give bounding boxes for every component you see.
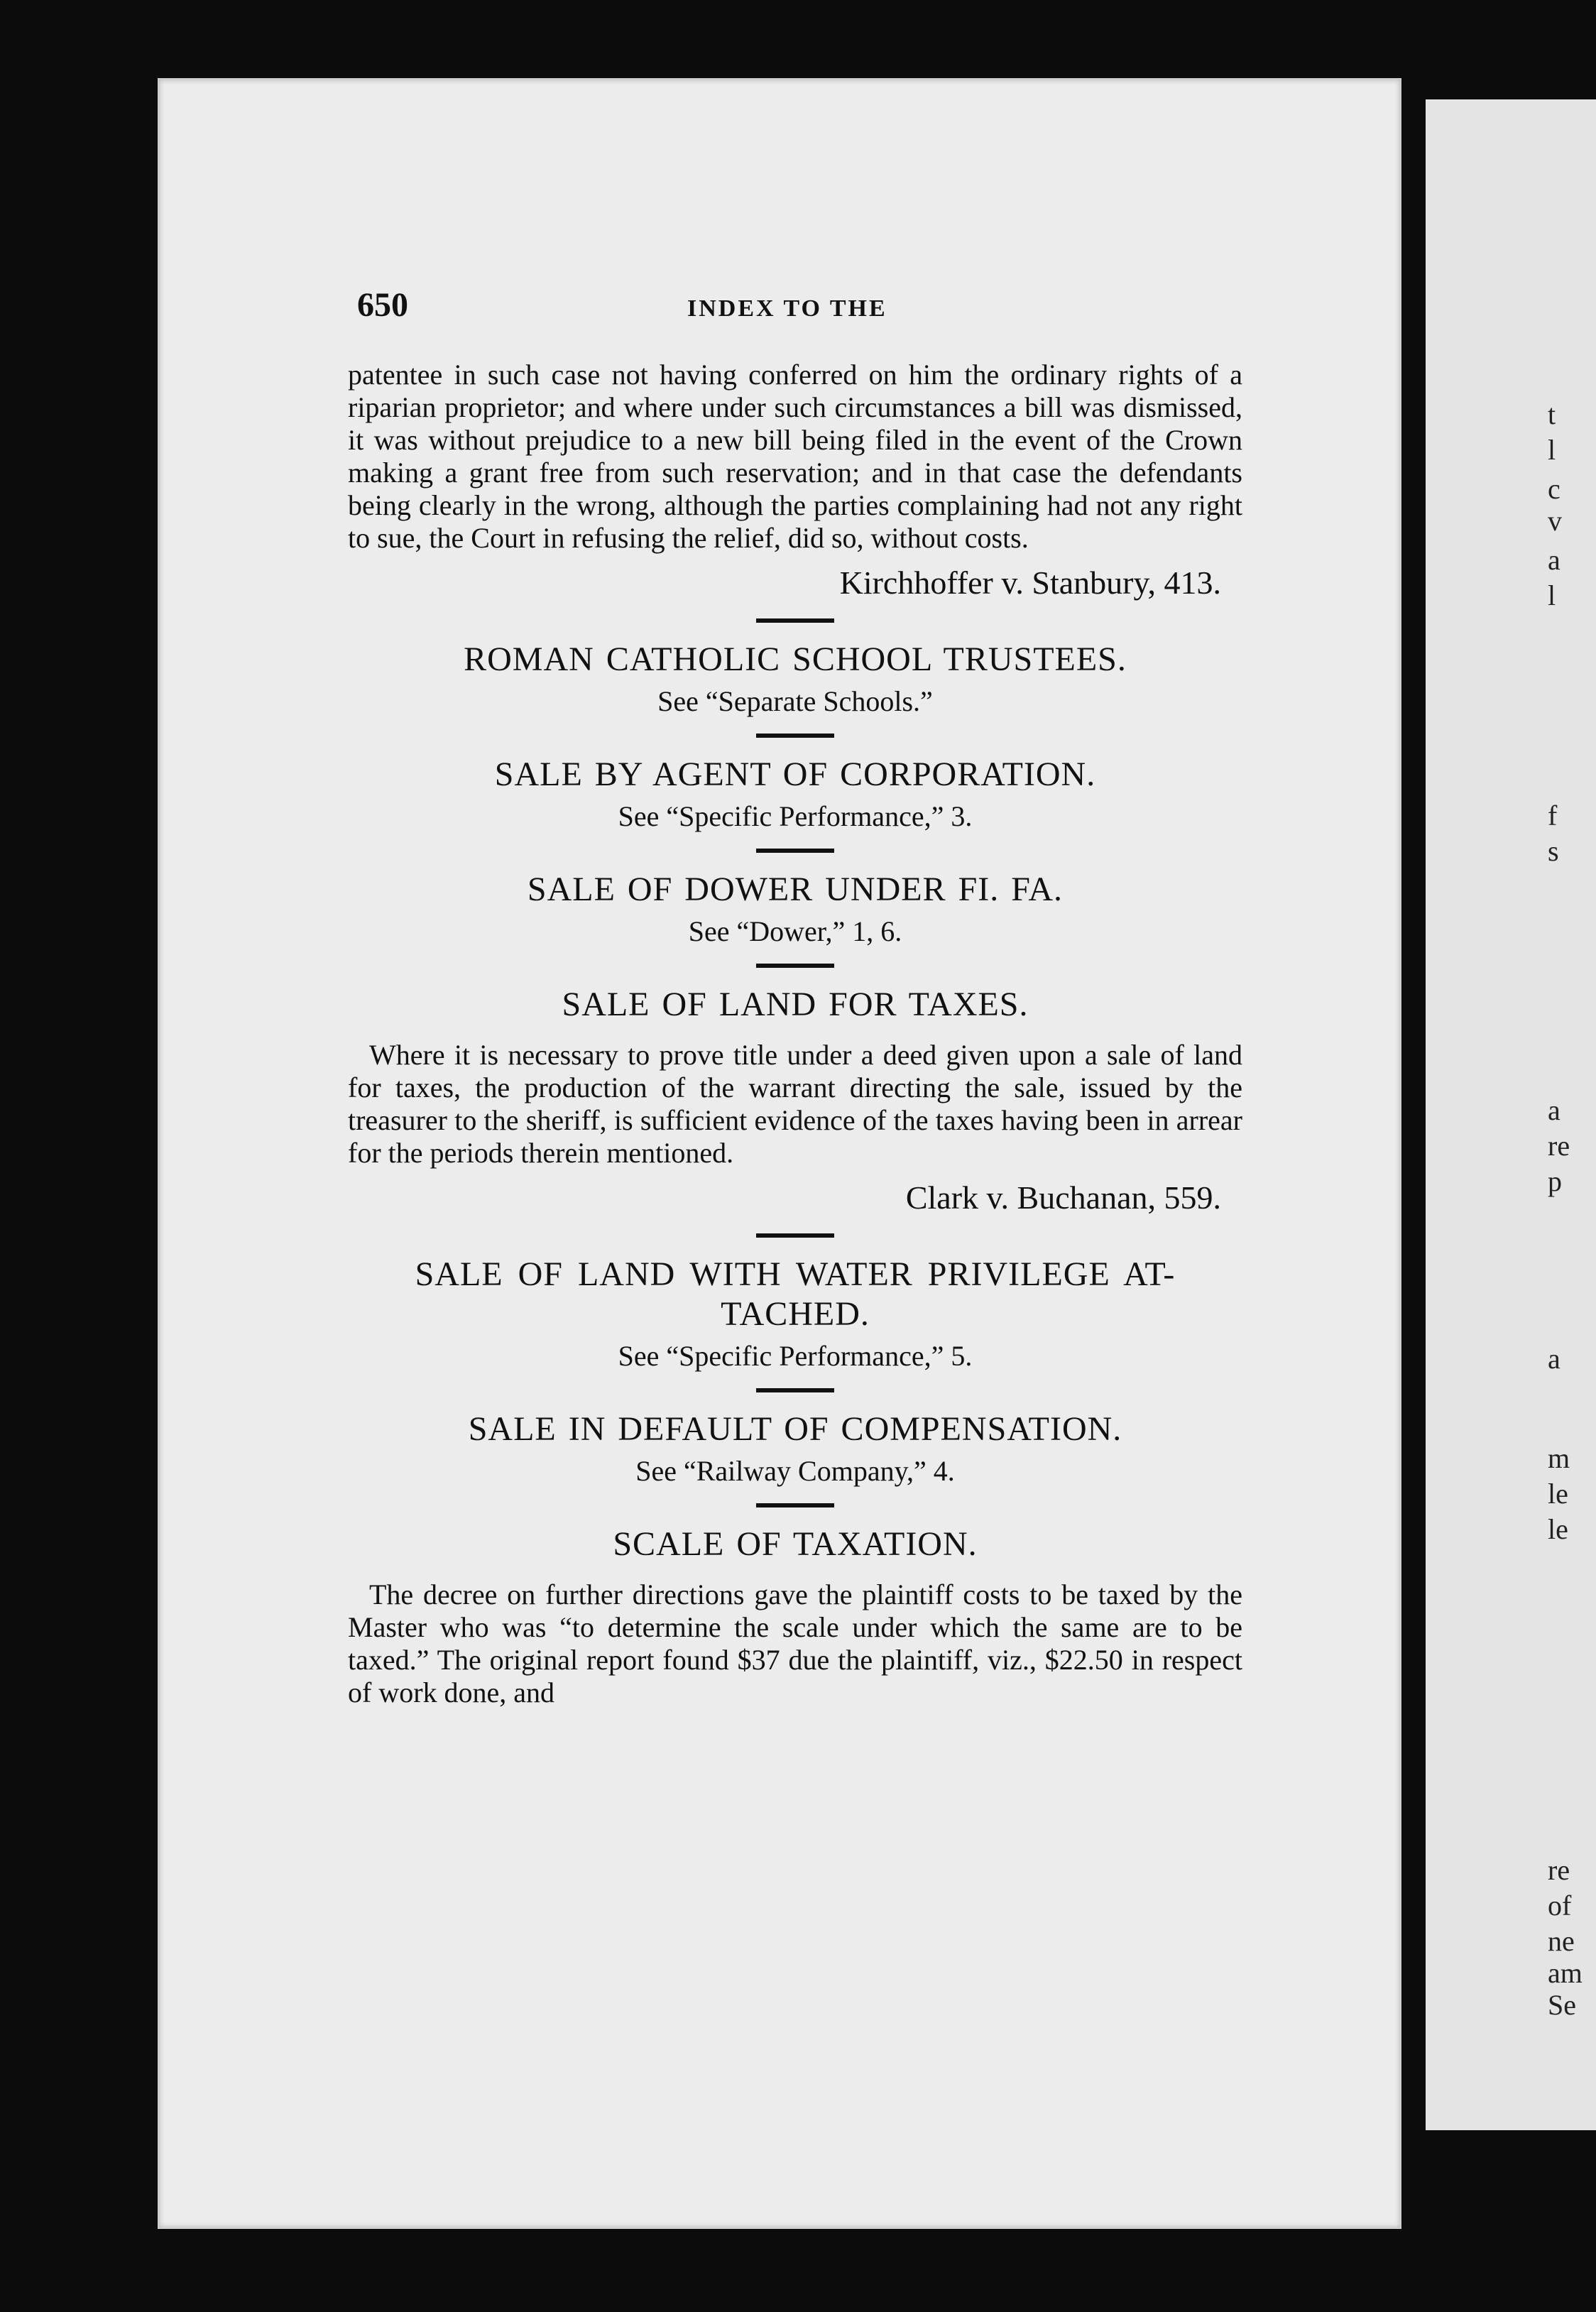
entry-heading: SALE BY AGENT OF CORPORATION. <box>494 756 1096 793</box>
facing-text-fragment: le <box>1548 1478 1568 1510</box>
case-citation: Kirchhoffer v. Stanbury, 413. <box>839 565 1221 601</box>
facing-text-fragment: f <box>1548 800 1558 831</box>
facing-page <box>1426 99 1596 2130</box>
facing-text-fragment: a <box>1548 544 1561 576</box>
facing-text-fragment: Se <box>1548 1989 1576 2021</box>
section-divider <box>756 734 834 738</box>
facing-text-fragment: of <box>1548 1890 1572 1921</box>
facing-text-fragment: a <box>1548 1343 1561 1375</box>
section-divider <box>756 1503 834 1507</box>
facing-text-fragment: p <box>1548 1165 1562 1197</box>
facing-text-fragment: s <box>1548 835 1559 867</box>
running-title: INDEX TO THE <box>687 295 887 322</box>
facing-text-fragment: am <box>1548 1957 1583 1989</box>
continued-entry-text: patentee in such case not having conferred on him the ordinary rights of a riparian proprietor; and where under such circumstances a bill was dismissed, it was without prejudice to a new bill being filed in the event of the Crown making a grant free from such reservation; and in that case the defendants being clearly in the wrong, although the parties complaining had not any right to sue, the Court in refusing the relief, did so, without costs. <box>348 359 1242 554</box>
cross-reference: See “Specific Performance,” 5. <box>618 1340 973 1372</box>
section-divider <box>756 618 834 623</box>
facing-text-fragment: a <box>1548 1094 1561 1126</box>
cross-reference: See “Specific Performance,” 3. <box>618 800 973 832</box>
facing-text-fragment: ne <box>1548 1925 1575 1957</box>
facing-text-fragment: m <box>1548 1442 1570 1474</box>
page-number: 650 <box>357 286 408 324</box>
cross-reference: See “Dower,” 1, 6. <box>688 915 902 947</box>
facing-text-fragment: le <box>1548 1513 1568 1545</box>
entry-heading: SALE OF LAND WITH WATER PRIVILEGE AT- <box>415 1255 1176 1293</box>
section-divider <box>756 849 834 853</box>
entry-heading: SALE OF LAND FOR TAXES. <box>562 986 1029 1023</box>
entry-text: The decree on further directions gave the plaintiff costs to be taxed by the Master who was “to determine the scale under which the same are to be taxed.” The original report found $37 due the plaintiff, viz., $22.50 in respect of work done, and <box>348 1578 1242 1708</box>
case-citation: Clark v. Buchanan, 559. <box>905 1179 1221 1216</box>
cross-reference: See “Separate Schools.” <box>657 685 933 717</box>
index-content <box>348 359 1242 1709</box>
cross-reference: See “Railway Company,” 4. <box>635 1455 955 1487</box>
entry-heading: ROMAN CATHOLIC SCHOOL TRUSTEES. <box>464 640 1127 678</box>
facing-text-fragment: t <box>1548 398 1556 430</box>
section-divider <box>756 964 834 968</box>
facing-text-fragment: re <box>1548 1854 1570 1886</box>
entry-heading-continued: TACHED. <box>721 1295 870 1333</box>
entry-heading: SALE OF DOWER UNDER FI. FA. <box>527 871 1064 908</box>
facing-text-fragment: l <box>1548 579 1556 611</box>
section-divider <box>756 1388 834 1392</box>
entry-heading: SCALE OF TAXATION. <box>613 1525 978 1563</box>
facing-text-fragment: v <box>1548 505 1562 537</box>
section-divider <box>756 1233 834 1238</box>
entry-text: Where it is necessary to prove title under a deed given upon a sale of land for taxes, the production of the warrant directing the sale, issued by the treasurer to the sheriff, is sufficient evidence of the taxes having been in arrear for the periods therein mentioned. <box>348 1039 1242 1169</box>
facing-text-fragment: re <box>1548 1130 1570 1162</box>
facing-text-fragment: c <box>1548 473 1561 505</box>
facing-text-fragment: l <box>1548 434 1556 466</box>
entry-heading: SALE IN DEFAULT OF COMPENSATION. <box>468 1410 1122 1448</box>
